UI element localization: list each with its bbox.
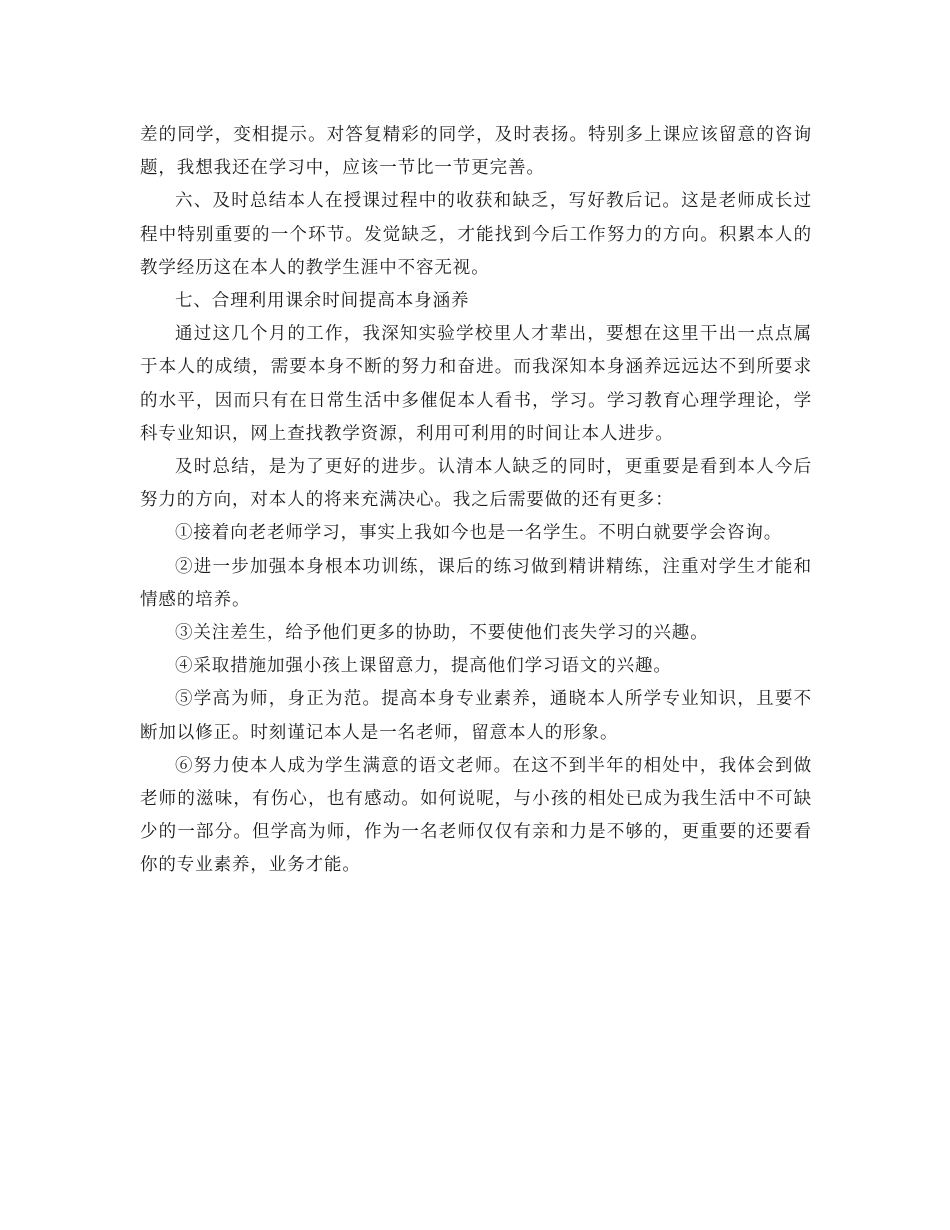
document-body bbox=[140, 119, 812, 883]
list-item-1: ①接着向老老师学习，事实上我如今也是一名学生。不明白就要学会咨询。 bbox=[175, 523, 783, 544]
paragraph-1: 差的同学，变相提示。对答复精彩的同学，及时表扬。特别多上课应该留意的咨询题，我想我还在学习中，应该一节比一节更完善。 bbox=[140, 125, 812, 179]
list-item-6: ⑥努力使本人成为学生满意的语文老师。在这不到半年的相处中，我体会到做老师的滋味，有伤心，也有感动。如何说呢，与小孩的相处已成为我生活中不可缺少的一部分。但学高为师，作为一名老师仅仅有亲和力是不够的，更重要的还要看你的专业素养，业务才能。 bbox=[140, 755, 812, 876]
paragraph-5: 及时总结，是为了更好的进步。认清本人缺乏的同时，更重要是看到本人今后努力的方向，对本人的将来充满决心。我之后需要做的还有更多： bbox=[140, 457, 812, 511]
paragraph-2: 六、及时总结本人在授课过程中的收获和缺乏，写好教后记。这是老师成长过程中特别重要的一个环节。发觉缺乏，才能找到今后工作努力的方向。积累本人的教学经历这在本人的教学生涯中不容无视。 bbox=[140, 191, 812, 278]
list-item-5: ⑤学高为师，身正为范。提高本身专业素养，通晓本人所学专业知识，且要不断加以修正。时刻谨记本人是一名老师，留意本人的形象。 bbox=[140, 689, 812, 743]
list-item-4: ④采取措施加强小孩上课留意力，提高他们学习语文的兴趣。 bbox=[175, 656, 672, 677]
section-heading-7: 七、合理利用课余时间提高本身涵养 bbox=[175, 291, 470, 312]
paragraph-4: 通过这几个月的工作，我深知实验学校里人才辈出，要想在这里干出一点点属于本人的成绩，需要本身不断的努力和奋进。而我深知本身涵养远远达不到所要求的水平，因而只有在日常生活中多催促本人看书，学习。学习教育心理学理论，学科专业知识，网上查找教学资源，利用可利用的时间让本人进步。 bbox=[140, 324, 812, 444]
list-item-3: ③关注差生，给予他们更多的协助，不要使他们丧失学习的兴趣。 bbox=[175, 623, 709, 644]
list-item-2: ②进一步加强本身根本功训练，课后的练习做到精讲精练，注重对学生才能和情感的培养。 bbox=[140, 556, 812, 610]
